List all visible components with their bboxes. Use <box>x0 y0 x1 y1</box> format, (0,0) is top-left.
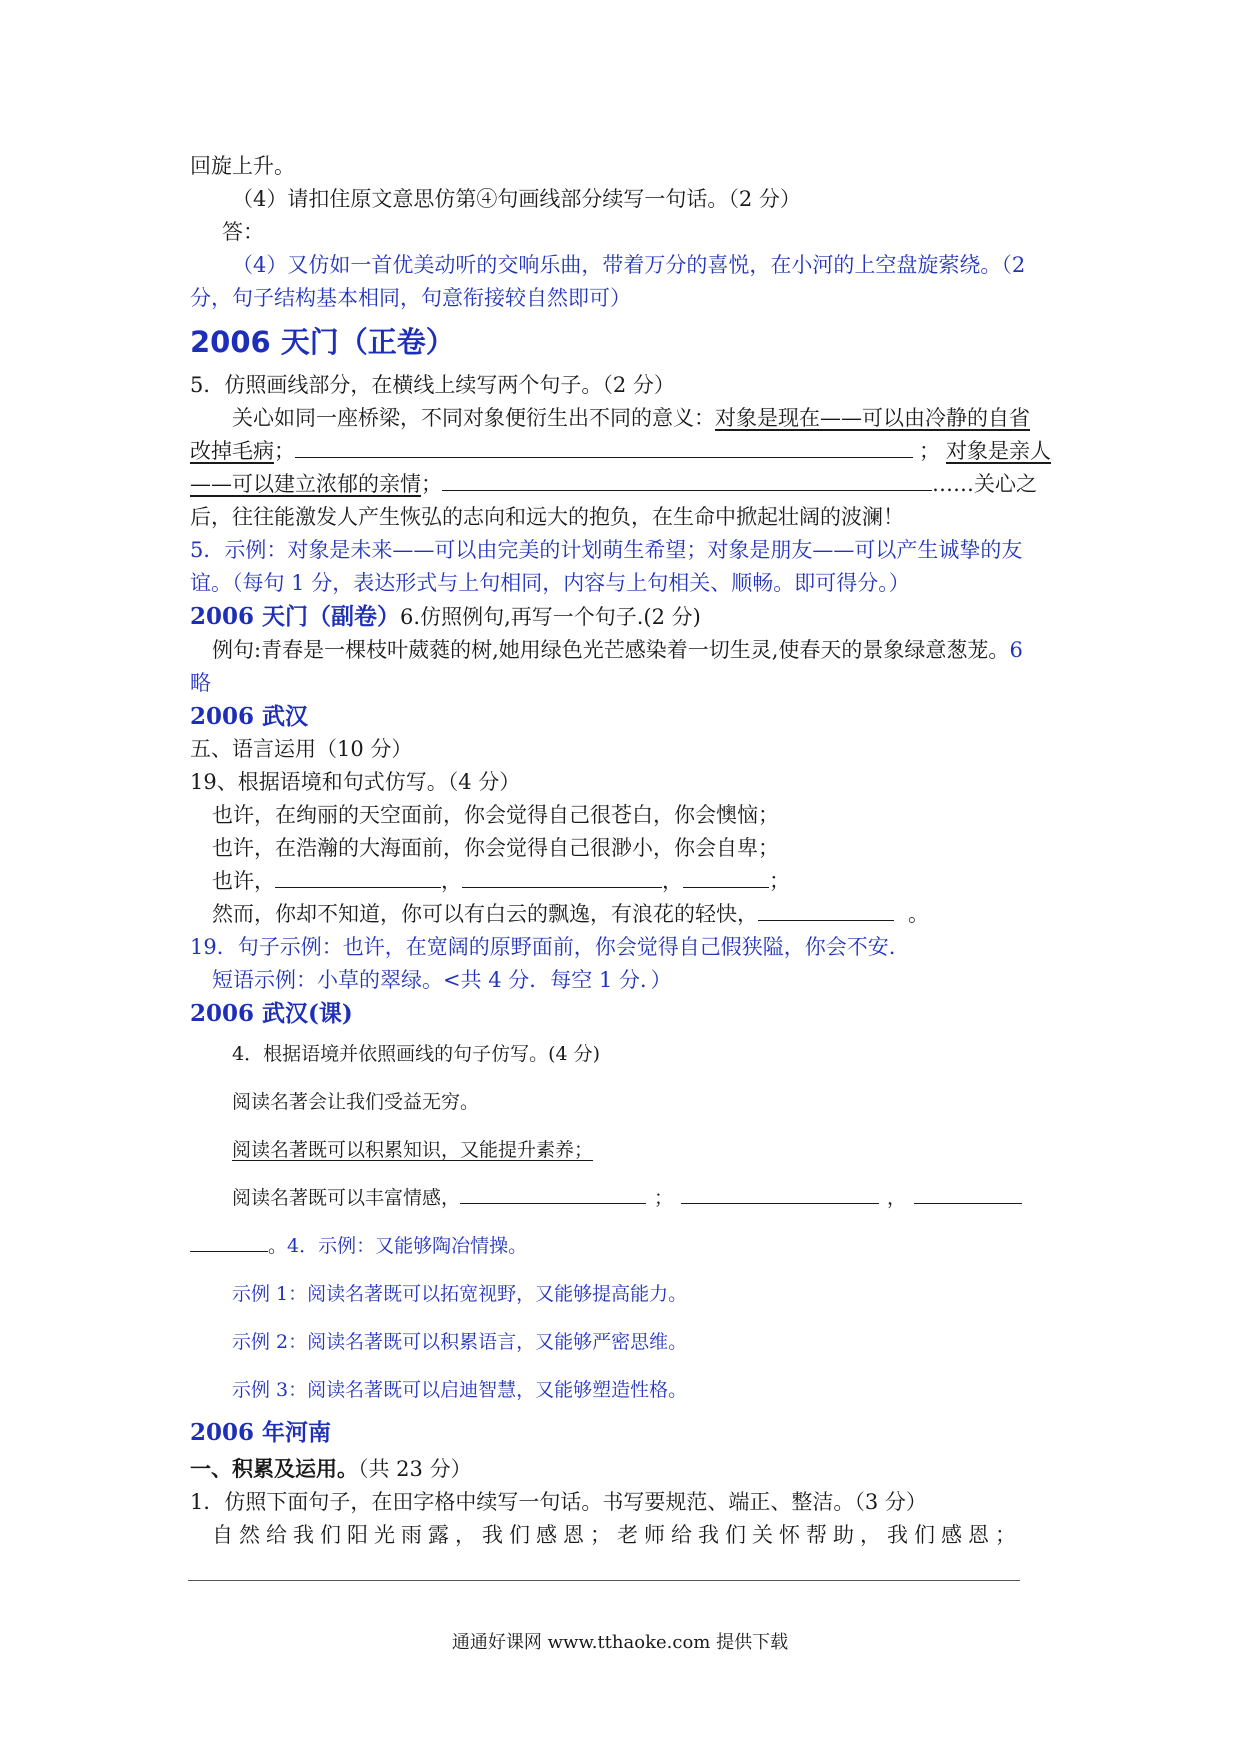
underlined-text: ——可以建立浓郁的亲情 <box>190 472 421 496</box>
section-heading: 2006 天门（副卷） <box>190 603 401 630</box>
underlined-text: 对象是现在——可以由冷静的自省 <box>715 406 1030 430</box>
answer-blank[interactable] <box>442 470 932 491</box>
underlined-text: 阅读名著既可以积累知识，又能提升素养； <box>232 1139 594 1161</box>
paragraph-line: 也许，在绚丽的天空面前，你会觉得自己很苍白，你会懊恼； <box>212 803 779 827</box>
paragraph-line: 例句:青春是一棵枝叶葳蕤的树,她用绿色光芒感染着一切生灵,使春天的景象绿意葱茏。6 <box>212 638 1023 662</box>
example-line: 示例 1：阅读名著既可以拓宽视野，又能够提高能力。 <box>232 1283 688 1305</box>
answer-blank[interactable] <box>758 900 894 921</box>
page-divider <box>188 1580 1020 1581</box>
paragraph-line: 然而，你却不知道，你可以有白云的飘逸，有浪花的轻快， 。 <box>212 902 929 926</box>
answer-blank[interactable] <box>914 1183 1022 1204</box>
page-footer: 通通好课网 www.tthaoke.com 提供下载 <box>451 1632 789 1653</box>
underlined-text: 对象是亲人 <box>946 439 1051 463</box>
section-heading: 2006 武汉(课) <box>190 1000 353 1027</box>
answer-line: 谊。（每句 1 分，表达形式与上句相同，内容与上句相关、顺畅。即可得分。） <box>190 571 910 595</box>
paragraph-line: 也许，在浩瀚的大海面前，你会觉得自己很渺小，你会自卑； <box>212 836 779 860</box>
answer-line: 19．句子示例：也许，在宽阔的原野面前，你会觉得自己假狭隘，你会不安. <box>190 935 896 959</box>
answer-blank[interactable] <box>275 867 441 888</box>
section-heading-line: 2006 天门（副卷）6.仿照例句,再写一个句子.(2 分) <box>190 603 701 630</box>
question-line: 19、根据语境和句式仿写。（4 分） <box>190 770 521 794</box>
answer-label: 答： <box>222 220 264 244</box>
answer-blank[interactable] <box>295 437 913 458</box>
paragraph-line: 阅读名著既可以丰富情感， ； ， <box>190 1174 1060 1222</box>
paragraph-line: 后，往往能激发人产生恢弘的志向和远大的抱负，在生命中掀起壮阔的波澜！ <box>190 505 904 529</box>
answer-blank[interactable] <box>460 1183 646 1204</box>
paragraph-line: 也许， ， ， ； <box>212 869 790 893</box>
section-heading: 2006 武汉 <box>190 703 309 730</box>
question-line: 4．根据语境并依照画线的句子仿写。(4 分) <box>232 1043 601 1065</box>
document-body <box>190 150 1060 1552</box>
paragraph-line: 。4．示例：又能够陶冶情操。 <box>190 1222 1060 1270</box>
answer-line: （4）又仿如一首优美动听的交响乐曲，带着万分的喜悦，在小河的上空盘旋萦绕。（2 <box>232 253 1026 277</box>
example-line: 示例 2：阅读名著既可以积累语言，又能够严密思维。 <box>232 1331 688 1353</box>
answer-line: 分，句子结构基本相同，句意衔接较自然即可） <box>190 286 631 310</box>
paragraph-line <box>190 1126 1060 1174</box>
paragraph-line: 关心如同一座桥梁，不同对象便衍生出不同的意义：对象是现在——可以由冷静的自省 <box>232 406 1030 430</box>
answer-blank[interactable] <box>683 867 769 888</box>
paragraph-line: 改掉毛病； ； 对象是亲人 <box>190 439 1051 463</box>
example-line: 示例 3：阅读名著既可以启迪智慧，又能够塑造性格。 <box>232 1379 688 1401</box>
section-title: 五、语言运用（10 分） <box>190 737 413 761</box>
question-line: （4）请扣住原文意思仿第④句画线部分续写一句话。（2 分） <box>232 187 801 211</box>
paragraph-line: 自然给我们阳光雨露，我们感恩；老师给我们关怀帮助，我们感恩； <box>212 1523 1022 1547</box>
text-line: 回旋上升。 <box>190 154 295 178</box>
paragraph-line: 阅读名著会让我们受益无穷。 <box>232 1091 480 1113</box>
underlined-text: 改掉毛病 <box>190 439 274 463</box>
section-title: 一、积累及运用。（共 23 分） <box>190 1456 472 1481</box>
question-line: 1．仿照下面句子，在田字格中续写一句话。书写要规范、端正、整洁。（3 分） <box>190 1490 927 1514</box>
answer-line: 略 <box>190 671 211 695</box>
answer-blank[interactable] <box>462 867 662 888</box>
question-line: 5．仿照画线部分，在横线上续写两个句子。（2 分） <box>190 373 675 397</box>
answer-line: 5．示例：对象是未来——可以由完美的计划萌生希望；对象是朋友——可以产生诚挚的友 <box>190 538 1023 562</box>
section-heading: 2006 天门（正卷） <box>190 325 455 359</box>
answer-blank[interactable] <box>681 1183 879 1204</box>
answer-line: 短语示例：小草的翠绿。<共 4 分．每空 1 分．） <box>212 968 672 992</box>
paragraph-line: ——可以建立浓郁的亲情； ……关心之 <box>190 472 1037 496</box>
answer-blank[interactable] <box>190 1231 268 1252</box>
section-heading: 2006 年河南 <box>190 1419 332 1446</box>
